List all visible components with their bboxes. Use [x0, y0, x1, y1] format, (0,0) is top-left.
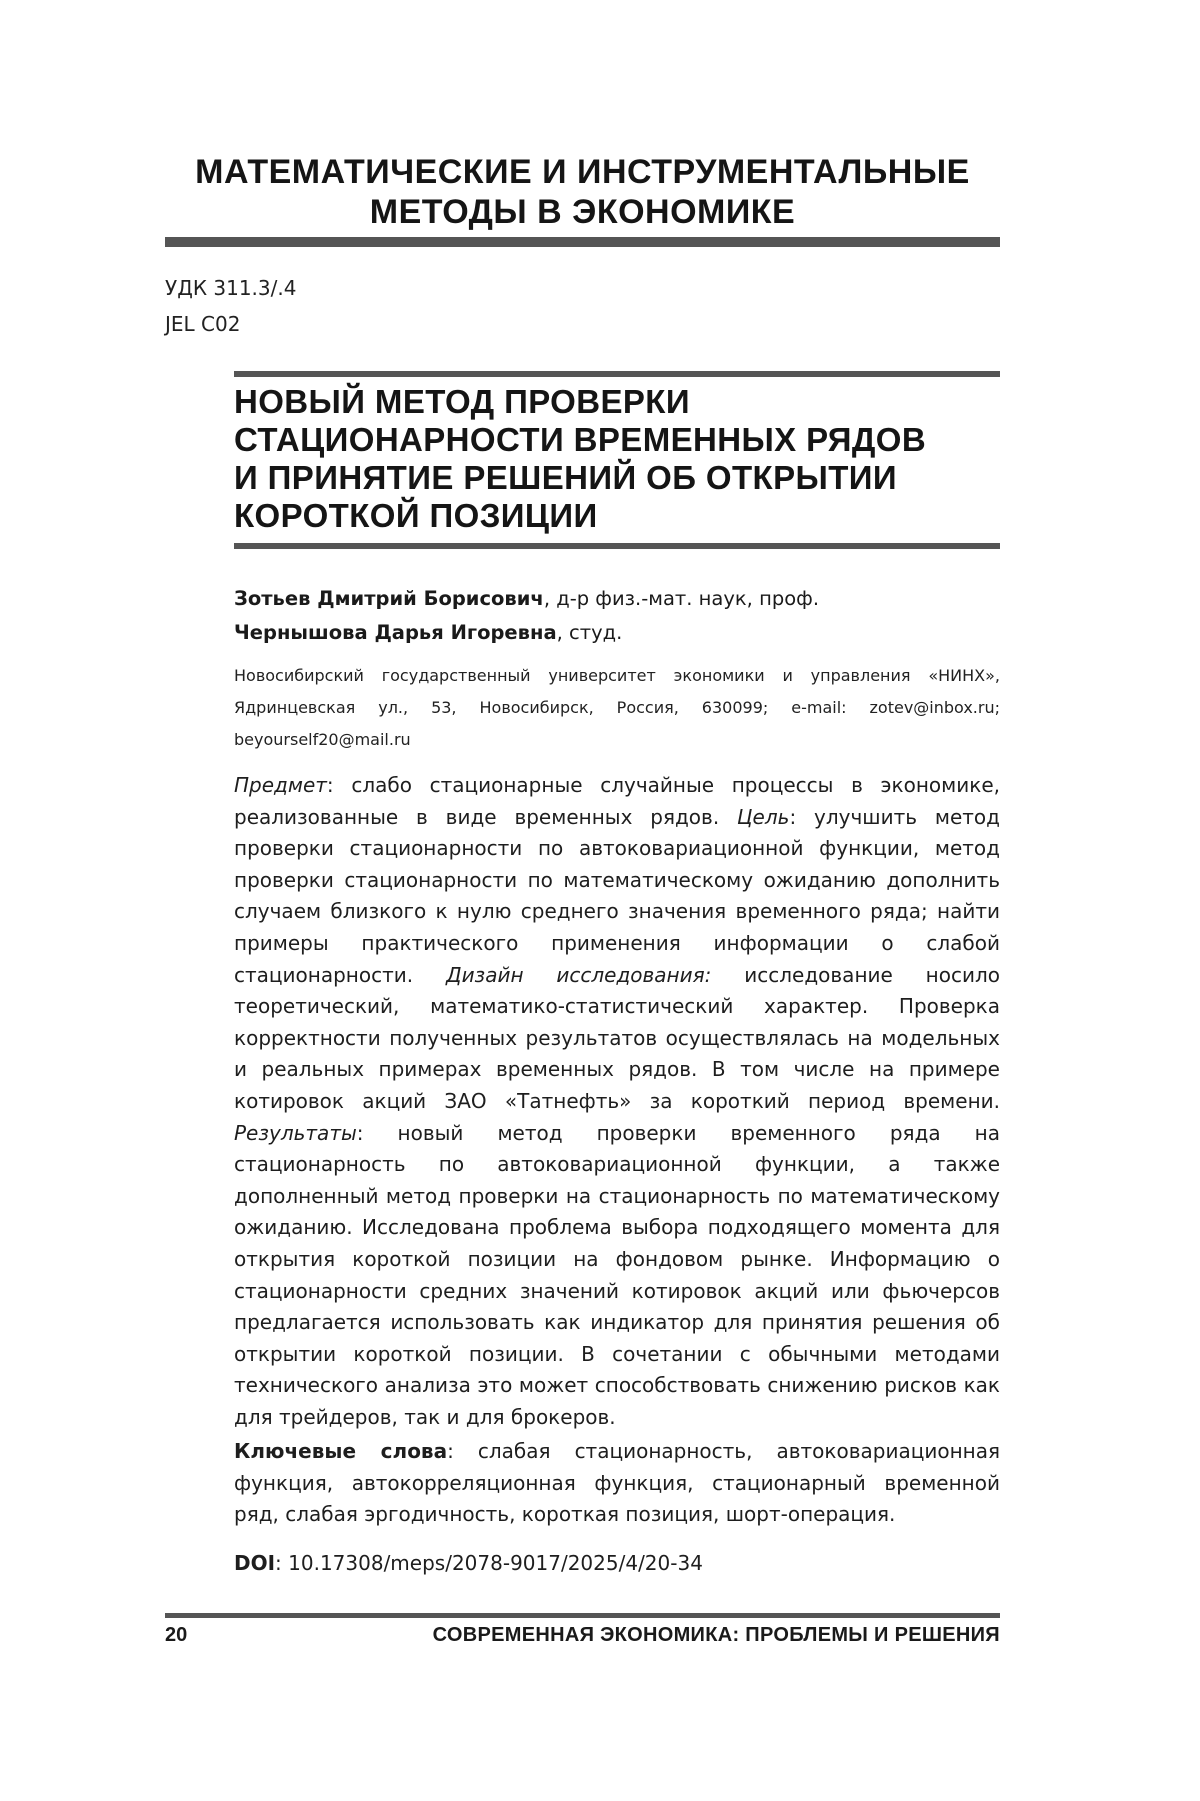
- design-label: Дизайн исследования:: [446, 963, 711, 987]
- author-credentials: , студ.: [557, 621, 623, 644]
- title-line3: И ПРИНЯТИЕ РЕШЕНИЙ ОБ ОТКРЫТИИ: [234, 459, 1000, 497]
- section-divider: [165, 237, 1000, 247]
- title-line4: КОРОТКОЙ ПОЗИЦИИ: [234, 497, 1000, 535]
- section-title-line2: МЕТОДЫ В ЭКОНОМИКЕ: [165, 192, 1000, 232]
- design-text: исследование носило теоретический, математико-статистический характер. Проверка корректности полученных результатов осуществлялась на модельных и реальных примерах временных рядов. В том числе на примере котировок акций ЗАО «Татнефть» за короткий период времени.: [234, 963, 1000, 1113]
- results-label: Результаты: [234, 1121, 357, 1145]
- article-title: [234, 383, 1000, 535]
- author-credentials: , д-р физ.-мат. наук, проф.: [544, 587, 819, 610]
- udc-code: УДК 311.3/.4: [165, 270, 296, 306]
- goal-text: : улучшить метод проверки стационарности по автоковариационной функции, метод проверки стационарности по математическому ожиданию дополнить случаем близкого к нулю среднего значения временного ряда; найти примеры практического применения информации о слабой стационарности.: [234, 805, 1000, 987]
- author-row: [234, 582, 1000, 616]
- jel-code: JEL C02: [165, 306, 296, 342]
- keywords: [234, 1436, 1000, 1531]
- section-title-line1: МАТЕМАТИЧЕСКИЕ И ИНСТРУМЕНТАЛЬНЫЕ: [165, 152, 1000, 192]
- classification-codes: [165, 270, 296, 342]
- author-name: Зотьев Дмитрий Борисович: [234, 587, 544, 610]
- title-divider-top: [234, 371, 1000, 377]
- section-title: [165, 152, 1000, 232]
- journal-name: СОВРЕМЕННАЯ ЭКОНОМИКА: ПРОБЛЕМЫ И РЕШЕНИЯ: [433, 1620, 1000, 1650]
- subject-label: Предмет: [234, 773, 327, 797]
- doi: [234, 1547, 1000, 1579]
- results-text: : новый метод проверки временного ряда на стационарность по автоковариационной функции, а также дополненный метод проверки на стационарность по математическому ожиданию. Исследована проблема выбора подходящего момента для открытия короткой позиции на фондовом рынке. Информацию о стационарности средних значений котировок акций или фьючерсов предлагается использовать как индикатор для принятия решения об открытии короткой позиции. В сочетании с обычными методами технического анализа это может способствовать снижению рисков как для трейдеров, так и для брокеров.: [234, 1121, 1000, 1429]
- keywords-label: Ключевые слова: [234, 1439, 447, 1463]
- title-line1: НОВЫЙ МЕТОД ПРОВЕРКИ: [234, 383, 1000, 421]
- doi-link[interactable]: : 10.17308/meps/2078-9017/2025/4/20-34: [275, 1551, 703, 1575]
- abstract: [234, 770, 1000, 1433]
- authors: [234, 582, 1000, 650]
- title-divider-bottom: [234, 543, 1000, 549]
- author-name: Чернышова Дарья Игоревна: [234, 621, 557, 644]
- doi-label: DOI: [234, 1551, 275, 1575]
- goal-label: Цель: [737, 805, 789, 829]
- keywords-text: : слабая стационарность, автоковариационная функция, автокорреляционная функция, стационарный временной ряд, слабая эргодичность, короткая позиция, шорт-операция.: [234, 1439, 1000, 1526]
- affiliation: Новосибирский государственный университет экономики и управления «НИНХ», Ядринцевская ул., 53, Новосибирск, Россия, 630099; e-mail: zotev@inbox.ru; beyourself20@mail.ru: [234, 660, 1000, 756]
- page-number: 20: [165, 1620, 187, 1650]
- title-line2: СТАЦИОНАРНОСТИ ВРЕМЕННЫХ РЯДОВ: [234, 421, 1000, 459]
- footer-divider: [165, 1613, 1000, 1618]
- author-row: [234, 616, 1000, 650]
- subject-text: : слабо стационарные случайные процессы в экономике, реализованные в виде временных рядов.: [234, 773, 1000, 829]
